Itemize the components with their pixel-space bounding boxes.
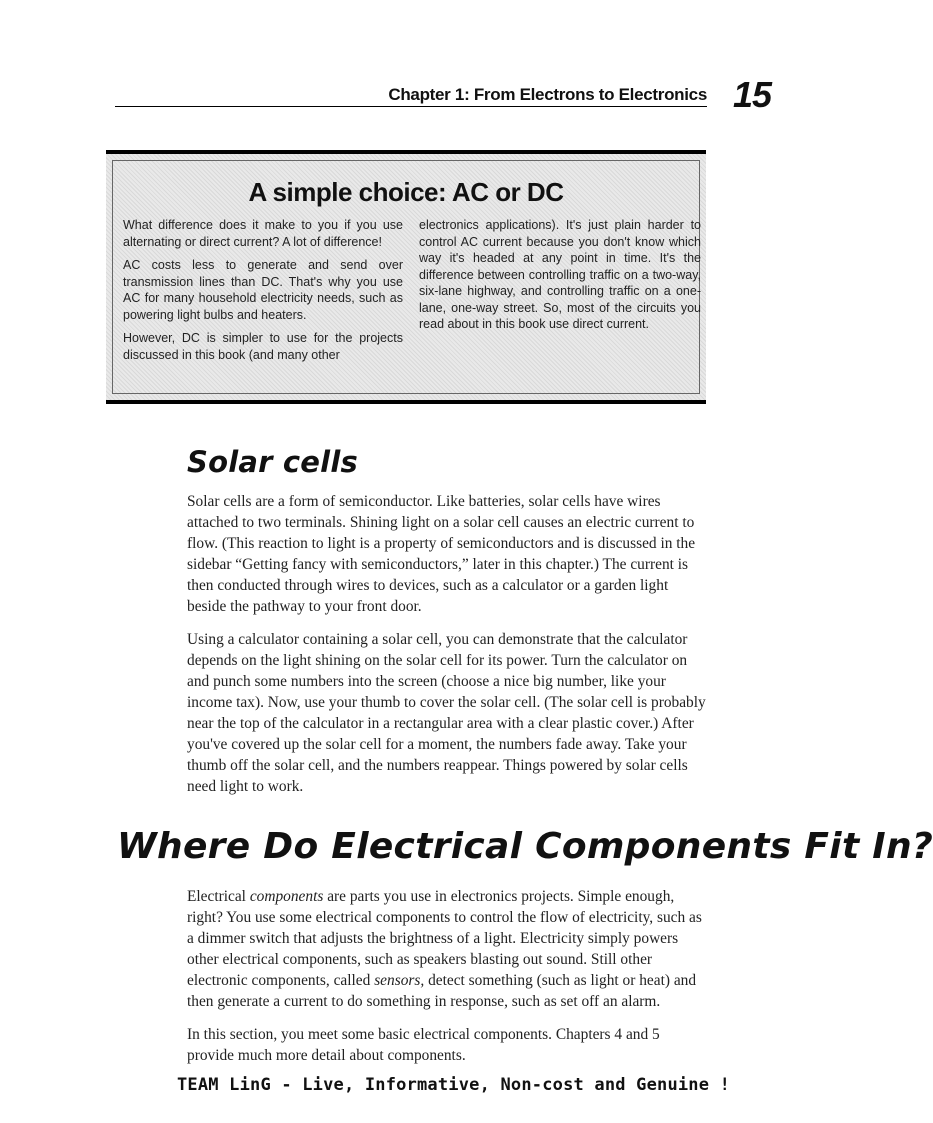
chapter-section-heading: Where Do Electrical Components Fit In? <box>117 826 933 867</box>
section-heading-solar-cells: Solar cells <box>187 445 358 479</box>
emphasis-term: components <box>249 888 324 905</box>
sidebar-left-column <box>123 217 403 370</box>
running-head <box>115 86 707 107</box>
body-paragraph: Electrical components are parts you use in electronics projects. Simple enough, right? You use some electrical components to control the flow of electricity, such as a dimmer switch that adjusts the brightness of a light. Electricity simply powers other electrical components, such as speakers blasting out sound. Still other electronic components, called sensors, detect something (such as light or heat) and then generate a current to do something in response, such as set off an alarm. <box>187 888 702 1010</box>
sidebar-inner <box>112 160 700 394</box>
solar-cells-body <box>187 491 707 809</box>
footer-watermark: TEAM LinG - Live, Informative, Non-cost and Genuine ! <box>177 1075 731 1095</box>
page-number: 15 <box>733 74 772 115</box>
sidebar-paragraph: electronics applications). It's just plain harder to control AC current because you don't know which way it's headed at any point in time. It's the difference between controlling traffic on a two-way, six-lane highway, and controlling traffic on a one-lane, one-way street. So, most of the circuits you read about in this book use direct current. <box>419 218 701 331</box>
sidebar-paragraph: AC costs less to generate and send over transmission lines than DC. That's why you use AC for many household electricity needs, such as powering light bulbs and heaters. <box>123 258 403 322</box>
components-body <box>187 886 707 1078</box>
body-paragraph: In this section, you meet some basic electrical components. Chapters 4 and 5 provide much more detail about components. <box>187 1026 660 1064</box>
sidebar-right-column <box>419 217 701 340</box>
sidebar-paragraph: However, DC is simpler to use for the projects discussed in this book (and many other <box>123 331 403 362</box>
emphasis-term: sensors, <box>374 972 425 989</box>
sidebar-box <box>106 150 706 404</box>
body-paragraph: Solar cells are a form of semiconductor. Like batteries, solar cells have wires attached to two terminals. Shining light on a solar cell causes an electric current to flow. (This reaction to light is a property of semiconductors and is discussed in the sidebar “Getting fancy with semiconductors,” later in this chapter.) The current is then conducted through wires to devices, such as a calculator or a garden light beside the pathway to your front door. <box>187 493 696 615</box>
chapter-title: Chapter 1: From Electrons to Electronics <box>382 85 707 105</box>
sidebar-title: A simple choice: AC or DC <box>248 177 564 207</box>
body-paragraph: Using a calculator containing a solar cell, you can demonstrate that the calculator depends on the light shining on the solar cell for its power. Turn the calculator on and punch some numbers into the screen (choose a nice big number, like your income tax). Now, use your thumb to cover the solar cell. (The solar cell is probably near the top of the calculator in a rectangular area with a clear plastic cover.) After you've covered up the solar cell for a moment, the numbers fade away. Take your thumb off the solar cell, and the numbers reappear. Things powered by solar cells need light to work. <box>187 631 706 795</box>
sidebar-paragraph: What difference does it make to you if you use alternating or direct current? A lot of difference! <box>123 218 403 249</box>
